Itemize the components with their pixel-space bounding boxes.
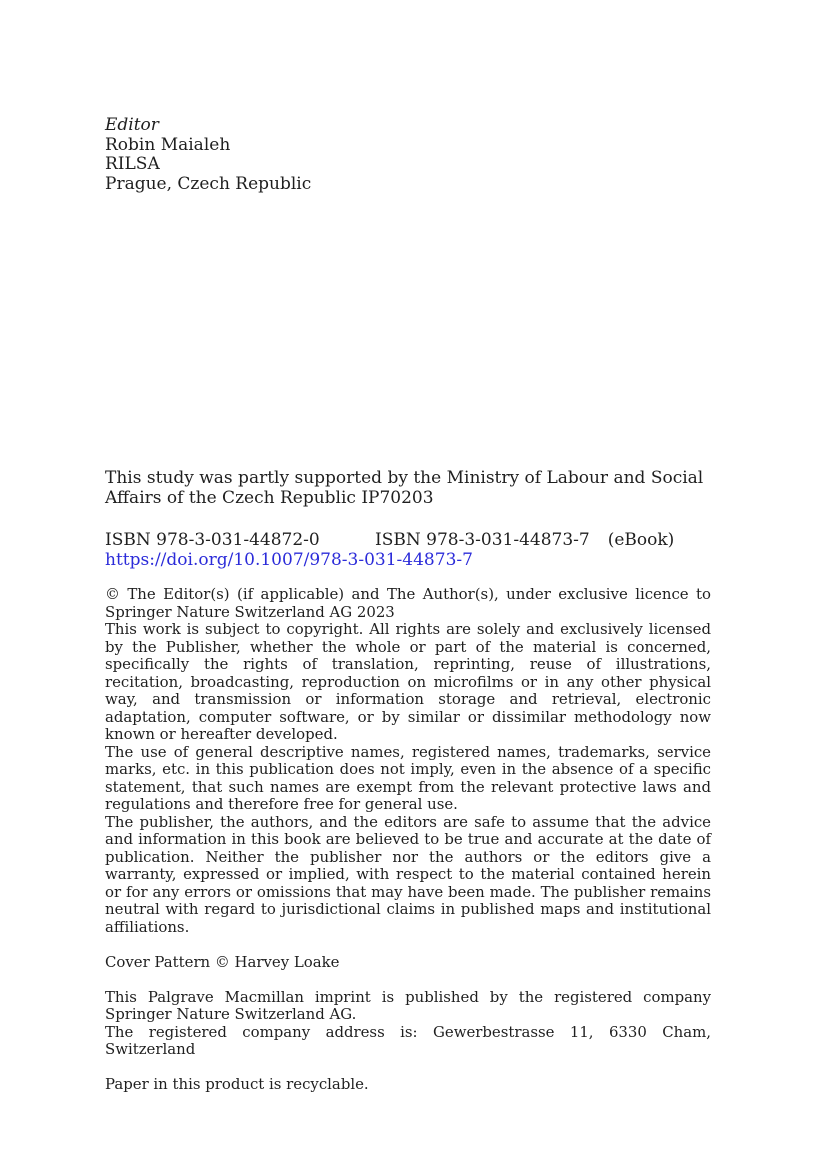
isbn-print: ISBN 978-3-031-44872-0 xyxy=(105,530,320,550)
recycle-note: Paper in this product is recyclable. xyxy=(105,1075,369,1093)
copyright-notice: © The Editor(s) (if applicable) and The Author(s), under exclusive licence to Springer Nature Switzerland AG 2023 xyxy=(105,585,711,621)
disclaimer-paragraph: The publisher, the authors, and the editors are safe to assume that the advice and information in this book are believed to be true and accurate at the date of publication. Neither the publisher nor the authors or the editors give a warranty, expressed or implied, with respect to the material contained herein or for any errors or omissions that may have been made. The publisher remains neutral with regard to jurisdictional claims in published maps and institutional affiliations. xyxy=(105,812,711,936)
copyright-page xyxy=(105,116,711,194)
isbn-block xyxy=(105,531,711,570)
editor-institution: RILSA xyxy=(105,154,160,174)
editor-location: Prague, Czech Republic xyxy=(105,173,312,194)
imprint-paragraph: This Palgrave Macmillan imprint is published by the registered company Springer Nature Switzerland AG. xyxy=(105,987,711,1023)
company-address: The registered company address is: Gewerbestrasse 11, 6330 Cham, Switzerland xyxy=(105,1022,711,1058)
trademarks-paragraph: The use of general descriptive names, registered names, trademarks, service marks, etc. in this publication does not imply, even in the absence of a specific statement, that such names are exempt from the relevant protective laws and regulations and therefore free for general use. xyxy=(105,742,711,813)
editor-label: Editor xyxy=(105,115,159,135)
cover-credit: Cover Pattern © Harvey Loake xyxy=(105,952,340,971)
rights-paragraph: This work is subject to copyright. All rights are solely and exclusively licensed by the Publisher, whether the whole or part of the material is concerned, specifically the rights of translation, reprinting, reuse of illustrations, recitation, broadcasting, reproduction on microfilms or in any other physical way, and transmission or information storage and retrieval, electronic adaptation, computer software, or by similar or dissimilar methodology now known or hereafter developed. xyxy=(105,620,711,743)
isbn-row xyxy=(105,531,711,551)
editor-block xyxy=(105,116,711,194)
legal-block xyxy=(105,586,711,1094)
isbn-ebook-suffix: (eBook) xyxy=(607,530,675,550)
isbn-ebook: ISBN 978-3-031-44873-7 xyxy=(375,530,590,550)
doi-link[interactable]: https://doi.org/10.1007/978-3-031-44873-7 xyxy=(105,549,473,570)
support-note: This study was partly supported by the Ministry of Labour and Social Affairs of the Czech Republic IP70203 xyxy=(105,468,704,508)
editor-name: Robin Maialeh xyxy=(105,134,231,155)
